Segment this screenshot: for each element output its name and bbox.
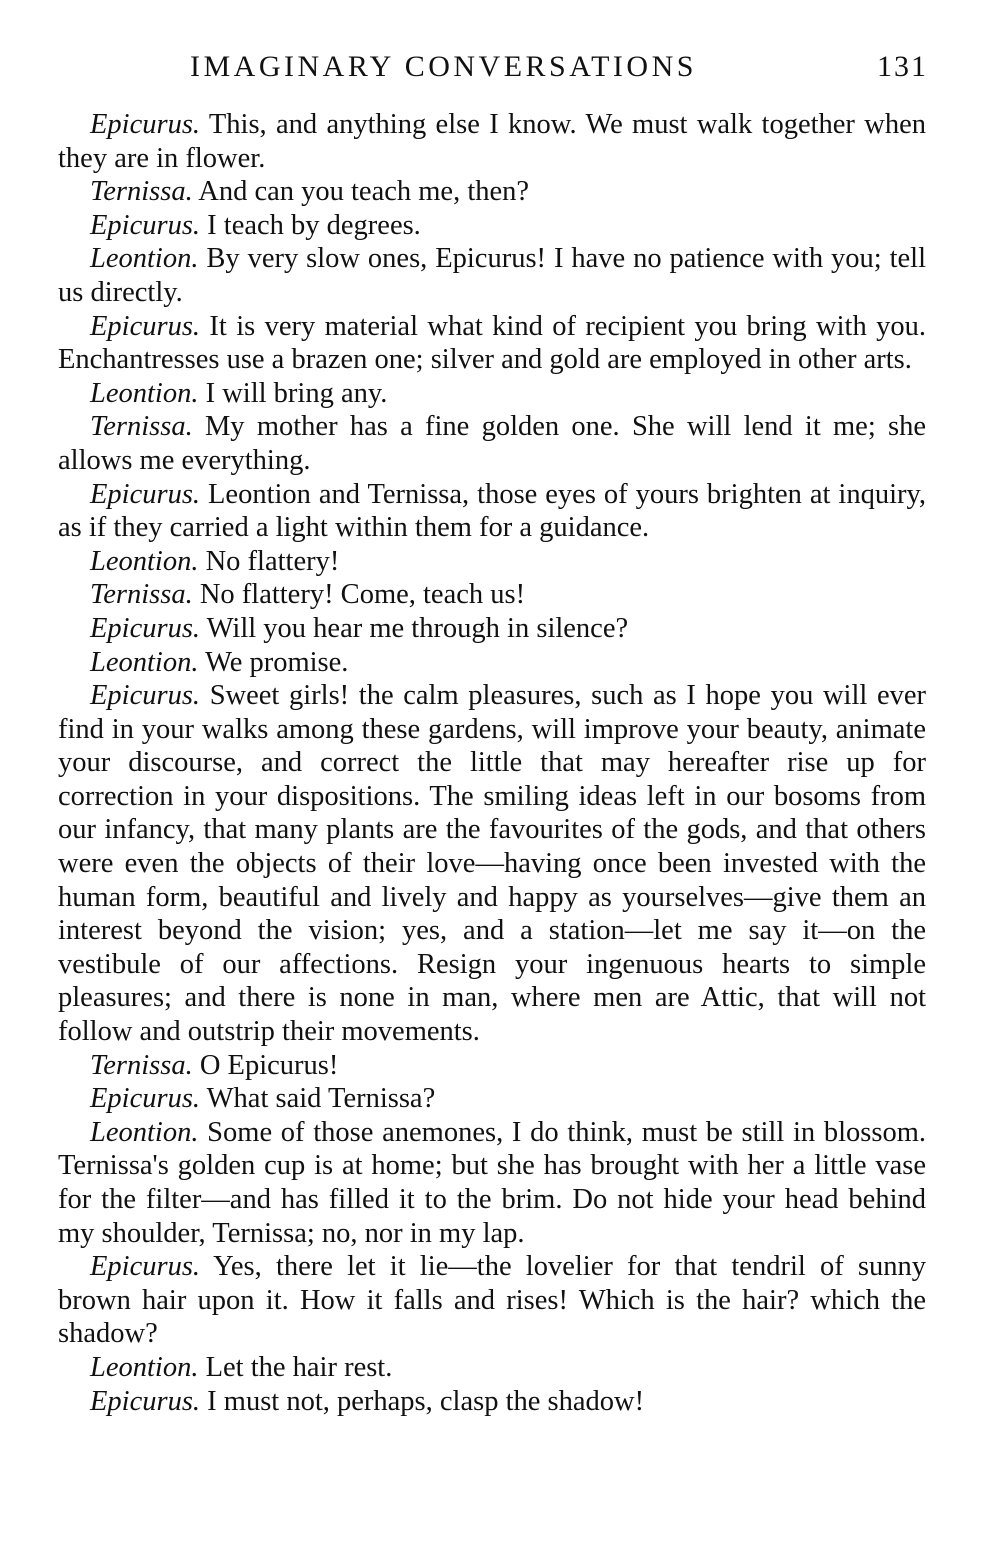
speaker-name: Ternissa. [90,579,193,611]
speaker-name: Ternissa. [90,411,193,443]
speech-text: Sweet girls! the calm pleasures, such as I hope you will ever find in your walks among these gardens, will improve your beauty, animate your discourse, and correct the little that may hereafter rise up for correction in your dispositions. The smiling ideas left in our bosoms from our infancy, that many plants are the favourites of the gods, and that others were even the objects of their love—having once been invested with the human form, beautiful and lively and happy as yourselves—give them an interest beyond the vision; yes, and a station—let me say it—on the vestibule of our affections. Resign your ingenuous hearts to simple pleasures; and there is none in man, where men are Attic, that will not follow and outstrip their movements. [58,680,926,1048]
dialogue-paragraph [58,209,926,243]
speech-text: No flattery! [198,545,340,577]
speaker-name: Epicurus. [90,209,201,241]
page-number: 131 [877,50,928,83]
speech-text: My mother has a fine golden one. She will lend it me; she allows me everything. [58,411,926,476]
speaker-name: Epicurus. [90,1083,201,1115]
dialogue-paragraph [58,1351,926,1385]
speaker-name: Epicurus. [90,1385,201,1417]
speaker-name: Epicurus. [90,478,201,510]
speaker-name: Epicurus. [90,109,201,140]
dialogue-paragraph [58,578,926,612]
running-head-title: IMAGINARY CONVERSATIONS [190,50,697,83]
dialogue-paragraph [58,545,926,579]
speech-text: O Epicurus! [192,1049,339,1081]
speech-text: Will you hear me through in silence? [200,612,629,644]
dialogue-paragraph [58,679,926,1049]
running-head [60,50,928,90]
speech-text: I will bring any. [198,377,388,409]
speaker-name: Leontion. [90,1116,199,1148]
dialogue-paragraph [58,478,926,545]
dialogue-paragraph [58,310,926,377]
speech-text: Let the hair rest. [198,1351,393,1383]
dialogue-paragraph [58,1250,926,1351]
dialogue-paragraph [58,1385,926,1419]
dialogue-paragraph [58,410,926,477]
speaker-name: Epicurus. [90,310,201,342]
speech-text: Leontion and Ternissa, those eyes of yours brighten at inquiry, as if they carried a light within them for a guidance. [58,478,926,544]
speech-text: This, and anything else I know. We must walk together when they are in flower. [58,109,926,174]
dialogue-paragraph [58,108,926,175]
speaker-name: Leontion. [90,243,199,275]
dialogue-paragraph [58,646,926,680]
speech-text: What said Ternissa? [200,1083,436,1115]
speech-text: I teach by degrees. [200,209,421,241]
speech-text: I must not, perhaps, clasp the shadow! [200,1385,645,1417]
speaker-name: Leontion. [90,646,199,678]
speaker-name: Epicurus. [90,612,201,644]
speech-text: We promise. [198,646,349,678]
speaker-name: Epicurus. [90,680,201,712]
dialogue-body [58,108,926,1418]
dialogue-paragraph [58,1049,926,1083]
speech-text: And can you teach me, then? [192,176,530,208]
speech-text: Yes, there let it lie—the lovelier for that tendril of sunny brown hair upon it. How it falls and rises! Which is the hair? which the shadow? [58,1251,926,1350]
speech-text: By very slow ones, Epicurus! I have no patience with you; tell us directly. [58,243,926,308]
speaker-name: Leontion. [90,377,199,409]
speech-text: No flattery! Come, teach us! [192,579,526,611]
dialogue-paragraph [58,612,926,646]
speech-text: Some of those anemones, I do think, must be still in blossom. Ternissa's golden cup is at home; but she has brought with her a little vase for the filter—and has filled it to the brim. Do not hide your head behind my shoulder, Ternissa; no, nor in my lap. [58,1116,926,1249]
speaker-name: Ternissa. [90,1049,193,1081]
speaker-name: Epicurus. [90,1251,201,1283]
speaker-name: Leontion. [90,1351,199,1383]
dialogue-paragraph [58,242,926,309]
dialogue-paragraph [58,175,926,209]
dialogue-paragraph [58,1082,926,1116]
dialogue-paragraph [58,1116,926,1250]
speaker-name: Ternissa. [90,176,193,208]
speaker-name: Leontion. [90,545,199,577]
speech-text: It is very material what kind of recipient you bring with you. Enchantresses use a brazen one; silver and gold are employed in other arts. [58,310,926,376]
dialogue-paragraph [58,377,926,411]
